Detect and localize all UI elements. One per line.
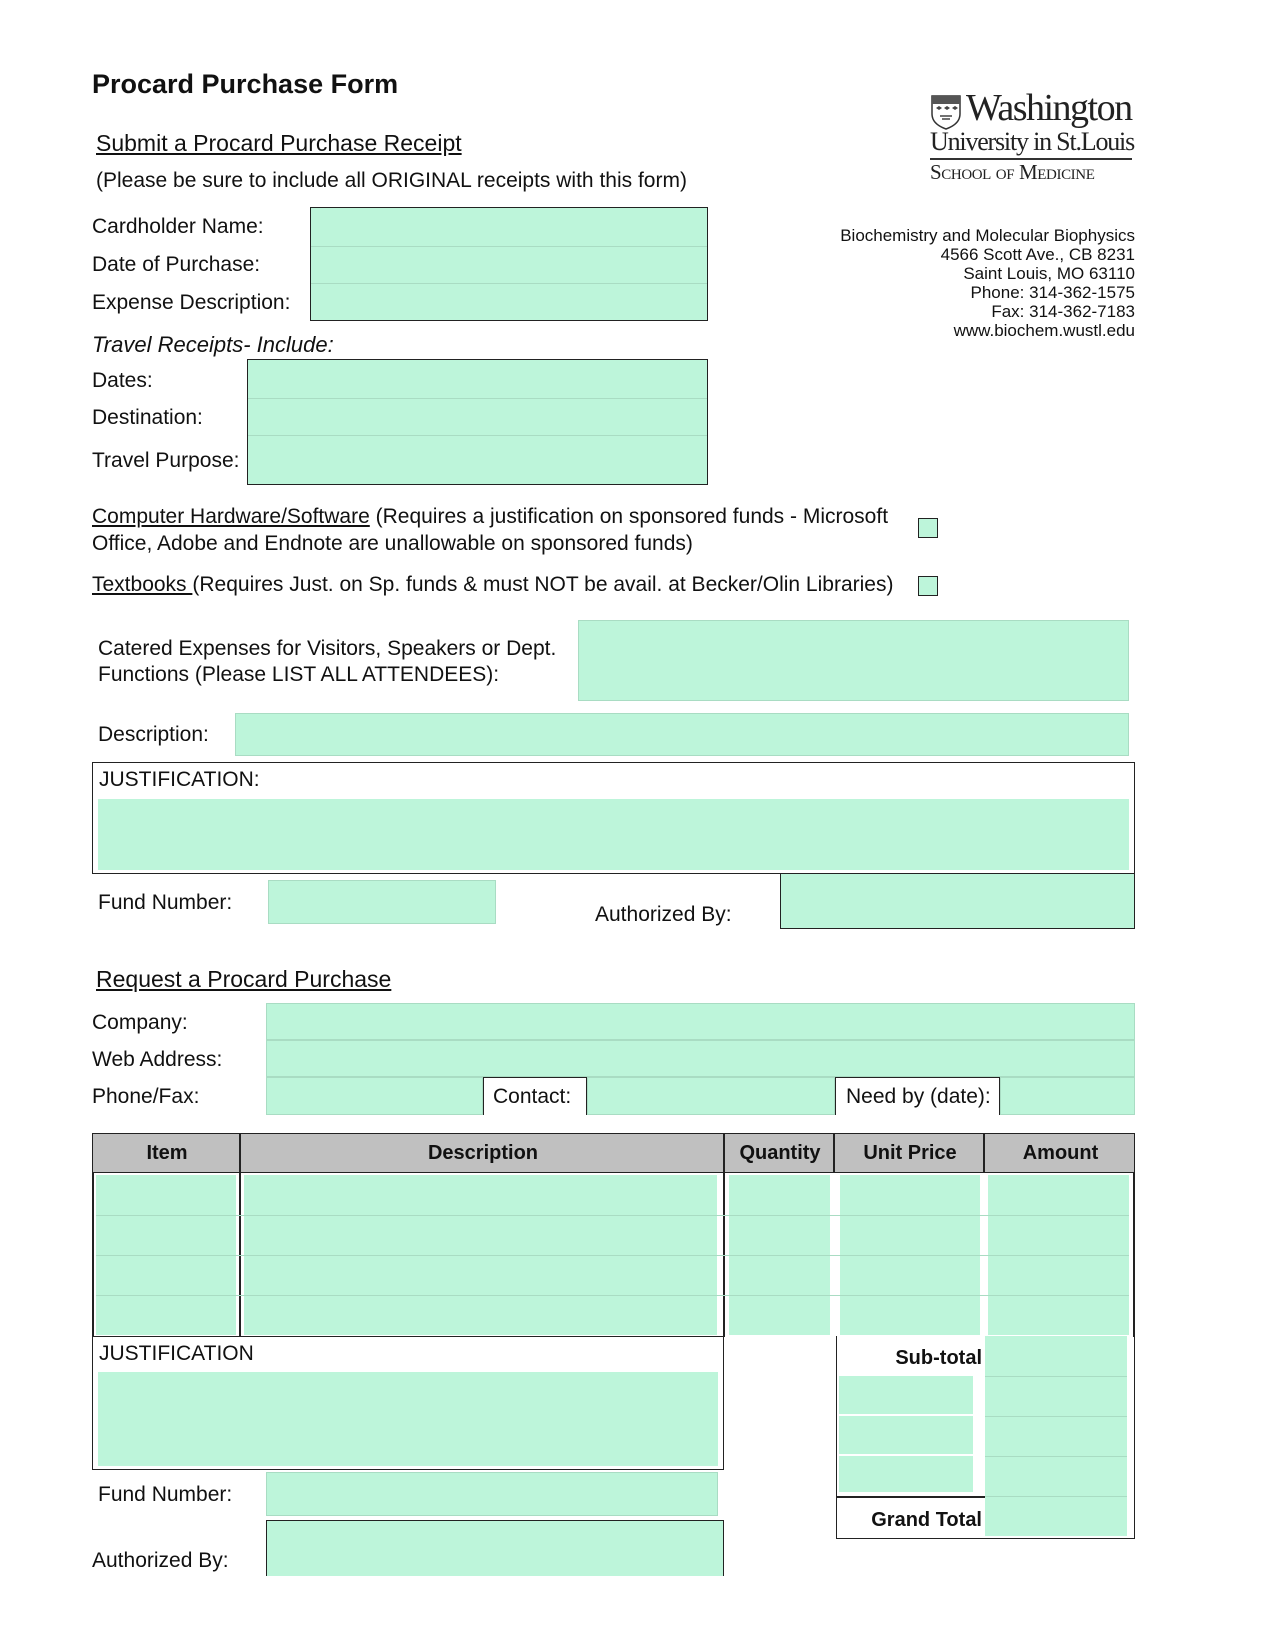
travel-receipts-heading: Travel Receipts- Include:: [92, 332, 334, 357]
logo-line-university: University in St.Louis: [930, 127, 1134, 156]
company-field[interactable]: [266, 1003, 1135, 1040]
catered-expenses-label-1: Catered Expenses for Visitors, Speakers or Dept.: [98, 637, 557, 660]
receipt-justification-box: [92, 762, 1135, 874]
request-justification-field[interactable]: [98, 1372, 718, 1466]
expense-description-field[interactable]: [311, 284, 707, 320]
catered-expenses-label-2: Functions (Please LIST ALL ATTENDEES):: [98, 663, 500, 686]
computer-hardware-line-1: [92, 504, 888, 529]
phone-fax-field[interactable]: [266, 1077, 483, 1115]
computer-hardware-line-2: Office, Adobe and Endnote are unallowable on sponsored funds): [92, 532, 693, 555]
contact-label-cell: [483, 1077, 587, 1115]
phone-number: Phone: 314-362-1575: [970, 283, 1135, 302]
web-address-label: Web Address:: [92, 1048, 223, 1071]
catered-expenses-field[interactable]: [578, 620, 1129, 701]
travel-fields-box: [247, 359, 708, 485]
totals-block: [836, 1336, 1135, 1539]
adjustment-label-field-1[interactable]: [839, 1376, 973, 1414]
catered-description-label: Description:: [98, 723, 209, 746]
request-authorized-by-field[interactable]: [266, 1520, 724, 1576]
receipt-authorized-by-field[interactable]: [780, 874, 1135, 929]
contact-field[interactable]: [587, 1077, 835, 1115]
department-website[interactable]: www.biochem.wustl.edu: [953, 321, 1135, 340]
amount-totals-column[interactable]: [985, 1336, 1127, 1536]
travel-dates-label: Dates:: [92, 369, 153, 392]
receipt-note: (Please be sure to include all ORIGINAL receipts with this form): [96, 169, 687, 192]
request-fund-number-field[interactable]: [266, 1472, 718, 1516]
purchase-date-field[interactable]: [311, 247, 707, 283]
needby-label-cell: [835, 1077, 1000, 1115]
company-label: Company:: [92, 1011, 188, 1034]
header-quantity: Quantity: [739, 1142, 821, 1164]
header-amount: Amount: [1022, 1142, 1099, 1164]
textbooks-link: Textbooks: [92, 573, 193, 596]
vendor-fields-box: [266, 1003, 1135, 1115]
grand-total-label: Grand Total: [871, 1509, 982, 1531]
logo-line-school: School of Medicine: [930, 160, 1095, 184]
textbooks-checkbox[interactable]: [918, 576, 938, 596]
computer-hardware-requirement: (Requires a justification on sponsored funds - Microsoft: [369, 505, 889, 528]
receipt-fields-box: [310, 207, 708, 321]
cardholder-name-field[interactable]: [311, 208, 707, 246]
adjustment-label-field-2[interactable]: [839, 1416, 973, 1454]
header-unit-price: Unit Price: [863, 1142, 957, 1164]
receipt-authorized-by-label: Authorized By:: [595, 903, 732, 926]
city-address: Saint Louis, MO 63110: [963, 264, 1135, 283]
request-fund-number-label: Fund Number:: [98, 1483, 233, 1506]
phone-fax-label: Phone/Fax:: [92, 1085, 200, 1108]
receipt-justification-label: JUSTIFICATION:: [99, 768, 260, 791]
items-table-header: [92, 1133, 1135, 1173]
fax-number: Fax: 314-362-7183: [991, 302, 1135, 321]
travel-purpose-label: Travel Purpose:: [92, 449, 240, 472]
form-title: Procard Purchase Form: [92, 69, 399, 99]
request-authorized-by-label: Authorized By:: [92, 1549, 229, 1572]
header-item: Item: [146, 1142, 188, 1164]
needby-label: Need by (date):: [846, 1085, 991, 1108]
university-crest-icon: [930, 94, 962, 130]
items-table: [92, 1133, 1135, 1337]
textbooks-requirement: (Requires Just. on Sp. funds & must NOT be avail. at Becker/Olin Libraries): [192, 573, 894, 596]
travel-destination-label: Destination:: [92, 406, 203, 429]
university-logo: [930, 87, 1145, 192]
purchase-date-label: Date of Purchase:: [92, 253, 261, 276]
adjustment-label-field-3[interactable]: [839, 1456, 973, 1492]
travel-purpose-field[interactable]: [248, 436, 707, 484]
cardholder-label: Cardholder Name:: [92, 215, 264, 238]
travel-destination-field[interactable]: [248, 399, 707, 435]
grand-total-divider: [837, 1496, 985, 1498]
receipt-fund-number-field[interactable]: [268, 880, 496, 924]
receipt-section-heading: Submit a Procard Purchase Receipt: [96, 130, 462, 156]
textbooks-line: [92, 572, 893, 597]
receipt-justification-field[interactable]: [98, 799, 1129, 870]
street-address: 4566 Scott Ave., CB 8231: [940, 245, 1135, 264]
request-justification-label: JUSTIFICATION: [99, 1342, 254, 1365]
web-address-field[interactable]: [266, 1040, 1135, 1077]
catered-description-field[interactable]: [235, 713, 1129, 756]
request-section-heading: Request a Procard Purchase: [96, 966, 392, 992]
contact-label: Contact:: [493, 1085, 572, 1108]
department-name: Biochemistry and Molecular Biophysics: [840, 226, 1135, 245]
subtotal-label: Sub-total: [895, 1347, 982, 1369]
header-description: Description: [427, 1142, 539, 1164]
travel-dates-field[interactable]: [248, 360, 707, 398]
needby-date-field[interactable]: [1000, 1077, 1135, 1115]
receipt-fund-number-label: Fund Number:: [98, 891, 233, 914]
logo-line-washington: Washington: [966, 87, 1132, 129]
request-justification-box: [92, 1336, 724, 1470]
computer-hardware-checkbox[interactable]: [918, 518, 938, 538]
department-address: [760, 226, 1135, 341]
expense-description-label: Expense Description:: [92, 291, 291, 314]
computer-hardware-link: Computer Hardware/Software: [92, 505, 370, 528]
